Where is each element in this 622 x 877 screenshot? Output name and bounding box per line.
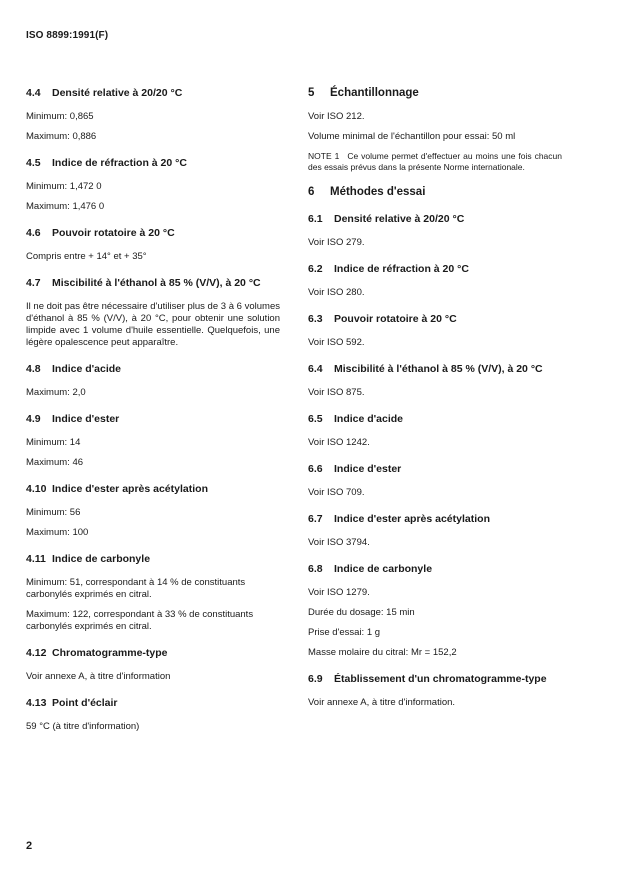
section-number: 4.4 [26, 87, 41, 99]
section-number: 6.8 [308, 563, 323, 575]
section-number: 4.13 [26, 697, 47, 709]
section-heading [308, 363, 562, 376]
section-6-6 [308, 463, 562, 499]
section-heading [308, 313, 562, 326]
section-title: Indice d'acide [52, 363, 122, 375]
section-heading [308, 186, 562, 199]
section-text: Maximum: 46 [26, 457, 84, 468]
section-title: Établissement d'un chromatogramme-type [334, 673, 547, 685]
section-text: Volume minimal de l'échantillon pour essai: 50 ml [308, 131, 516, 142]
section-heading [26, 363, 280, 376]
section-text: Voir ISO 3794. [308, 537, 370, 548]
section-text: Voir annexe A, à titre d'information [26, 671, 171, 682]
document-header: ISO 8899:1991(F) [26, 30, 109, 41]
section-4-4 [26, 87, 280, 143]
section-heading [26, 413, 280, 426]
section-6-2 [308, 263, 562, 299]
section-text: Voir ISO 709. [308, 487, 365, 498]
section-number: 6.9 [308, 673, 323, 685]
section-4-6 [26, 227, 280, 263]
section-4-11 [26, 553, 280, 633]
section-text: Maximum: 122, correspondant à 33 % de constituants carbonylés exprimés en citral. [26, 609, 254, 632]
section-heading [308, 673, 562, 686]
section-text: Masse molaire du citral: Mr = 152,2 [308, 647, 457, 658]
section-text: Voir ISO 1242. [308, 437, 370, 448]
note-text: Ce volume permet d'effectuer au moins une fois chacun des essais prévus dans la présente Norme internationale. [308, 151, 562, 172]
section-title: Miscibilité à l'éthanol à 85 % (V/V), à 20 °C [334, 363, 543, 375]
page-number: 2 [26, 840, 33, 852]
section-title: Indice d'ester après acétylation [334, 513, 490, 525]
section-4-5 [26, 157, 280, 213]
section-title: Pouvoir rotatoire à 20 °C [334, 313, 457, 325]
section-text: Maximum: 1,476 0 [26, 201, 105, 212]
section-heading [26, 157, 280, 170]
section-6-1 [308, 213, 562, 249]
note [308, 151, 562, 172]
section-heading [308, 563, 562, 576]
section-number: 6.2 [308, 263, 323, 275]
section-title: Indice de carbonyle [334, 563, 433, 575]
section-text: Minimum: 56 [26, 507, 81, 518]
section-6-3 [308, 313, 562, 349]
section-title: Densité relative à 20/20 °C [52, 87, 183, 99]
section-number: 6.7 [308, 513, 323, 525]
section-number: 4.7 [26, 277, 41, 289]
section-number: 4.10 [26, 483, 47, 495]
section-text: Voir annexe A, à titre d'information. [308, 697, 456, 708]
section-heading [26, 227, 280, 240]
section-6-8 [308, 563, 562, 659]
section-text: Prise d'essai: 1 g [308, 627, 381, 638]
section-title: Chromatogramme-type [52, 647, 168, 659]
section-text: Compris entre + 14° et + 35° [26, 251, 147, 262]
section-text: Maximum: 100 [26, 527, 89, 538]
section-title: Indice d'acide [334, 413, 404, 425]
section-number: 6.5 [308, 413, 323, 425]
section-number: 6 [308, 186, 315, 198]
section-title: Échantillonnage [330, 87, 419, 99]
section-text: Minimum: 51, correspondant à 14 % de constituants carbonylés exprimés en citral. [26, 577, 246, 600]
section-text: Il ne doit pas être nécessaire d'utiliser plus de 3 à 6 volumes d'éthanol à 85 % (V/V), à 20 °C, pour obtenir une solution limpide avec 1 volume d'huile essentielle. Quelquefois, une légère opalescence peut apparaître. [26, 301, 280, 348]
section-title: Méthodes d'essai [330, 186, 426, 198]
section-4-13 [26, 697, 280, 733]
section-heading [26, 277, 280, 290]
left-column [26, 87, 280, 747]
section-heading [26, 553, 280, 566]
section-6-5 [308, 413, 562, 449]
section-heading [26, 483, 280, 496]
section-text: Voir ISO 280. [308, 287, 365, 298]
section-6-9 [308, 673, 562, 709]
section-heading [26, 697, 280, 710]
section-heading [308, 513, 562, 526]
section-title: Pouvoir rotatoire à 20 °C [52, 227, 175, 239]
section-heading [308, 213, 562, 226]
section-text: Maximum: 2,0 [26, 387, 86, 398]
section-number: 4.12 [26, 647, 47, 659]
section-4-10 [26, 483, 280, 539]
section-text: Voir ISO 279. [308, 237, 365, 248]
section-heading [308, 413, 562, 426]
section-title: Miscibilité à l'éthanol à 85 % (V/V), à 20 °C [52, 277, 261, 289]
section-title: Indice d'ester [52, 413, 120, 425]
section-number: 4.9 [26, 413, 41, 425]
section-4-9 [26, 413, 280, 469]
section-text: Voir ISO 1279. [308, 587, 370, 598]
section-4-7 [26, 277, 280, 349]
section-number: 6.6 [308, 463, 323, 475]
section-heading [26, 87, 280, 100]
section-heading [26, 647, 280, 660]
section-text: Minimum: 1,472 0 [26, 181, 102, 192]
section-number: 6.4 [308, 363, 323, 375]
section-6-4 [308, 363, 562, 399]
section-text: Voir ISO 875. [308, 387, 365, 398]
section-text: Voir ISO 212. [308, 111, 365, 122]
section-text: Maximum: 0,886 [26, 131, 97, 142]
section-title: Indice de carbonyle [52, 553, 151, 565]
section-number: 4.11 [26, 553, 46, 565]
section-text: Minimum: 0,865 [26, 111, 94, 122]
section-4-8 [26, 363, 280, 399]
section-text: 59 °C (à titre d'information) [26, 721, 140, 732]
section-text: Voir ISO 592. [308, 337, 365, 348]
section-title: Densité relative à 20/20 °C [334, 213, 465, 225]
note-label: NOTE 1 [308, 151, 340, 161]
section-text: Minimum: 14 [26, 437, 81, 448]
right-column [308, 87, 562, 723]
section-number: 6.1 [308, 213, 323, 225]
section-number: 4.5 [26, 157, 41, 169]
section-5 [308, 87, 562, 172]
section-6 [308, 186, 562, 199]
section-number: 5 [308, 87, 315, 99]
section-heading [308, 263, 562, 276]
section-title: Indice de réfraction à 20 °C [334, 263, 469, 275]
section-number: 6.3 [308, 313, 323, 325]
section-number: 4.6 [26, 227, 41, 239]
section-6-7 [308, 513, 562, 549]
section-number: 4.8 [26, 363, 41, 375]
section-heading [308, 87, 562, 100]
section-title: Indice d'ester après acétylation [52, 483, 208, 495]
section-title: Indice d'ester [334, 463, 402, 475]
section-4-12 [26, 647, 280, 683]
section-title: Point d'éclair [52, 697, 118, 709]
section-text: Durée du dosage: 15 min [308, 607, 415, 618]
section-title: Indice de réfraction à 20 °C [52, 157, 187, 169]
section-heading [308, 463, 562, 476]
